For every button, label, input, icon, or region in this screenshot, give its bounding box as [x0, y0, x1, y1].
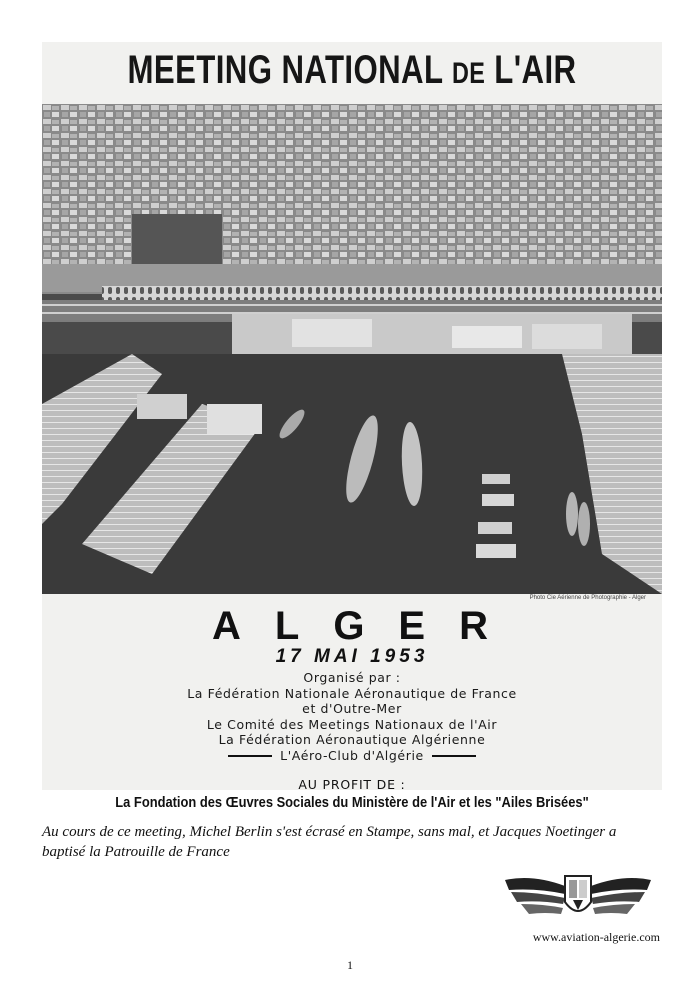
poster-title	[110, 48, 594, 93]
dash-right	[432, 755, 476, 757]
caption: Au cours de ce meeting, Michel Berlin s'est écrasé en Stampe, sans mal, et Jacques Noetinger a baptisé la Patrouille de France	[42, 824, 617, 860]
foundation-line: La Fondation des Œuvres Sociales du Ministère de l'Air et les "Ailes Brisées"	[115, 794, 589, 811]
title-end: L'AIR	[494, 48, 577, 92]
winged-emblem-icon	[503, 872, 653, 922]
organizer-line: Le Comité des Meetings Nationaux de l'Air	[206, 716, 498, 732]
profit-label: AU PROFIT DE :	[298, 777, 406, 792]
city-name: ALGER	[212, 604, 522, 648]
photo-credit: Photo Cie Aérienne de Photographie - Alger	[529, 595, 646, 601]
title-de: DE	[451, 57, 486, 90]
event-date: 17 MAI 1953	[275, 646, 429, 667]
aerial-harbor-photo	[42, 104, 662, 594]
title-main: MEETING NATIONAL	[127, 48, 443, 92]
organizer-line: La Fédération Nationale Aéronautique de France	[187, 685, 517, 701]
organizers-block	[42, 670, 662, 763]
organizer-line: et d'Outre-Mer	[302, 701, 402, 716]
website-link[interactable]: www.aviation-algerie.com	[532, 930, 660, 944]
organizer-line-aeroclub	[42, 748, 662, 764]
organizer-aeroclub: L'Aéro-Club d'Algérie	[280, 747, 424, 763]
organized-by-label: Organisé par :	[303, 670, 401, 685]
organizer-line: La Fédération Aéronautique Algérienne	[218, 732, 486, 747]
page-number: 1	[347, 958, 353, 972]
dash-left	[228, 755, 272, 757]
poster	[42, 42, 662, 811]
